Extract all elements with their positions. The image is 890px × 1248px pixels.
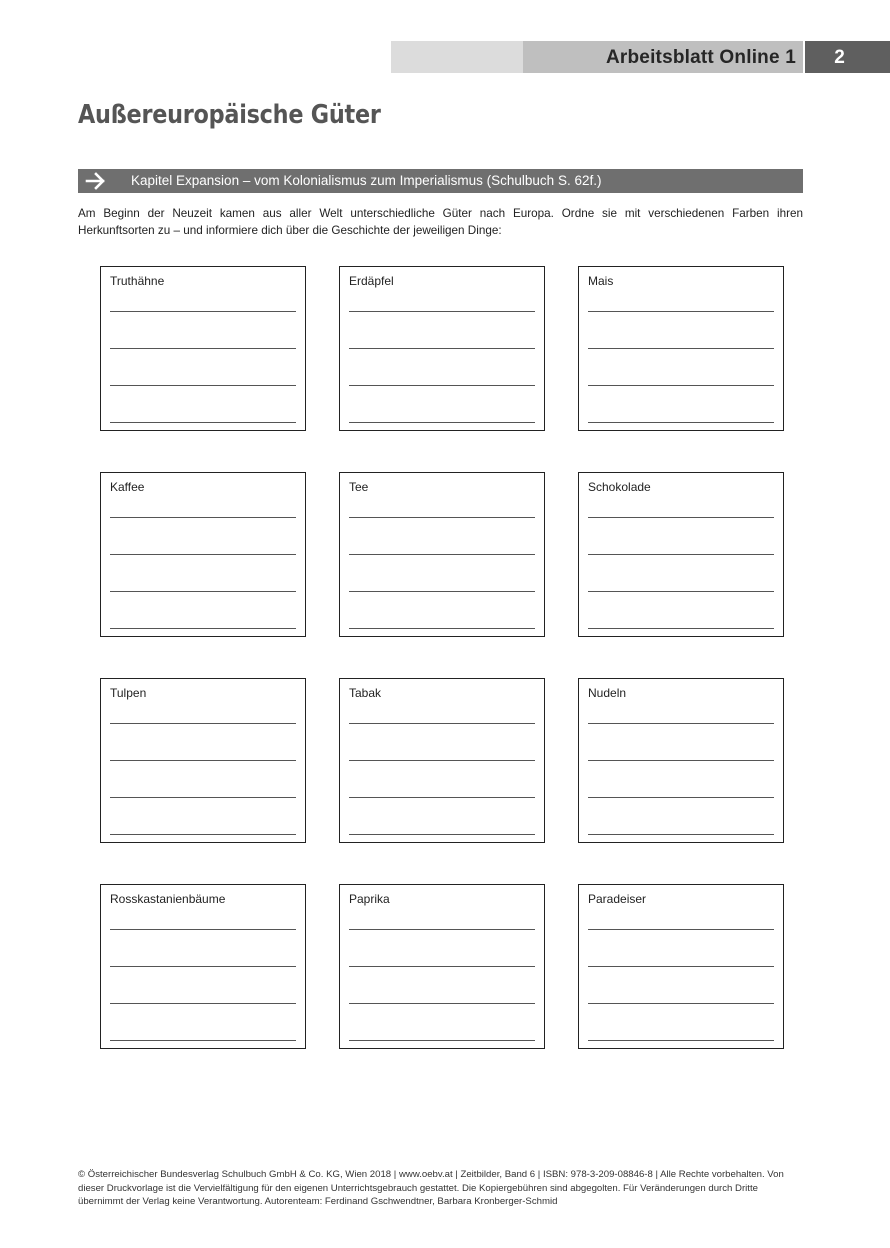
writing-line[interactable] — [110, 517, 296, 518]
answer-card — [578, 266, 784, 431]
writing-line[interactable] — [110, 348, 296, 349]
writing-line[interactable] — [588, 554, 774, 555]
writing-line[interactable] — [588, 723, 774, 724]
answer-card — [100, 472, 306, 637]
writing-line[interactable] — [110, 628, 296, 629]
chapter-bar — [78, 169, 803, 193]
writing-line[interactable] — [349, 591, 535, 592]
answer-card — [339, 884, 545, 1049]
header-strip-light — [391, 41, 523, 73]
answer-card — [100, 678, 306, 843]
arrow-right-icon — [84, 169, 108, 193]
writing-line[interactable] — [588, 1003, 774, 1004]
card-label: Erdäpfel — [349, 274, 394, 288]
writing-line[interactable] — [349, 797, 535, 798]
writing-line[interactable] — [110, 797, 296, 798]
writing-line[interactable] — [588, 1040, 774, 1041]
writing-line[interactable] — [110, 311, 296, 312]
writing-line[interactable] — [349, 628, 535, 629]
writing-line[interactable] — [588, 966, 774, 967]
writing-line[interactable] — [349, 1040, 535, 1041]
writing-line[interactable] — [349, 422, 535, 423]
writing-line[interactable] — [588, 311, 774, 312]
answer-card — [339, 266, 545, 431]
writing-line[interactable] — [349, 1003, 535, 1004]
card-label: Mais — [588, 274, 614, 288]
writing-line[interactable] — [110, 591, 296, 592]
answer-card — [339, 472, 545, 637]
card-label: Tulpen — [110, 686, 147, 700]
card-label: Rosskastanienbäume — [110, 892, 226, 906]
writing-line[interactable] — [110, 834, 296, 835]
card-label: Paradeiser — [588, 892, 647, 906]
card-label: Tee — [349, 480, 369, 494]
page-title: Außereuropäische Güter — [78, 100, 381, 130]
card-label: Kaffee — [110, 480, 145, 494]
writing-line[interactable] — [588, 834, 774, 835]
intro-text: Am Beginn der Neuzeit kamen aus aller Welt unterschiedliche Güter nach Europa. Ordne sie mit verschiedenen Farben ihren Herkunftsorten zu – und informiere dich über die Geschichte der jeweiligen Dinge: — [78, 207, 803, 237]
writing-line[interactable] — [588, 385, 774, 386]
answer-card — [578, 884, 784, 1049]
writing-line[interactable] — [588, 591, 774, 592]
writing-line[interactable] — [588, 348, 774, 349]
chapter-text: Kapitel Expansion – vom Kolonialismus zum Imperialismus (Schulbuch S. 62f.) — [131, 173, 602, 188]
worksheet-title: Arbeitsblatt Online 1 — [605, 47, 796, 68]
writing-line[interactable] — [588, 797, 774, 798]
answer-card — [578, 472, 784, 637]
page-number: 2 — [805, 41, 890, 73]
writing-line[interactable] — [349, 517, 535, 518]
writing-line[interactable] — [110, 422, 296, 423]
writing-line[interactable] — [588, 760, 774, 761]
writing-line[interactable] — [110, 1003, 296, 1004]
answer-card — [339, 678, 545, 843]
card-label: Truthähne — [110, 274, 165, 288]
answer-card — [100, 266, 306, 431]
writing-line[interactable] — [349, 348, 535, 349]
writing-line[interactable] — [110, 385, 296, 386]
writing-line[interactable] — [349, 966, 535, 967]
card-label: Nudeln — [588, 686, 627, 700]
writing-line[interactable] — [349, 554, 535, 555]
answer-card — [100, 884, 306, 1049]
writing-line[interactable] — [110, 554, 296, 555]
writing-line[interactable] — [349, 311, 535, 312]
writing-line[interactable] — [349, 723, 535, 724]
writing-line[interactable] — [349, 834, 535, 835]
card-label: Tabak — [349, 686, 382, 700]
footer-copyright: © Österreichischer Bundesverlag Schulbuch GmbH & Co. KG, Wien 2018 | www.oebv.at | Zeitbilder, Band 6 | ISBN: 978-3-209-08846-8 | Alle Rechte vorbehalten. Von dieser Druckvorlage ist die Vervielfältigung für den eigenen Unterrichtsgebrauch gestattet. Die Kopiergebühren sind abgegolten. Für Veränderungen durch Dritte übernimmt der Verlag keine Verantwortung. Autorenteam: Ferdinand Gschwendtner, Barbara Kronberger-Schmid — [78, 1169, 784, 1207]
writing-line[interactable] — [588, 517, 774, 518]
writing-line[interactable] — [588, 929, 774, 930]
answer-card — [578, 678, 784, 843]
writing-line[interactable] — [349, 929, 535, 930]
card-label: Paprika — [349, 892, 390, 906]
writing-line[interactable] — [349, 760, 535, 761]
writing-line[interactable] — [110, 1040, 296, 1041]
writing-line[interactable] — [349, 385, 535, 386]
card-label: Schokolade — [588, 480, 651, 494]
writing-line[interactable] — [110, 723, 296, 724]
writing-line[interactable] — [110, 760, 296, 761]
writing-line[interactable] — [588, 422, 774, 423]
writing-line[interactable] — [588, 628, 774, 629]
writing-line[interactable] — [110, 966, 296, 967]
writing-line[interactable] — [110, 929, 296, 930]
